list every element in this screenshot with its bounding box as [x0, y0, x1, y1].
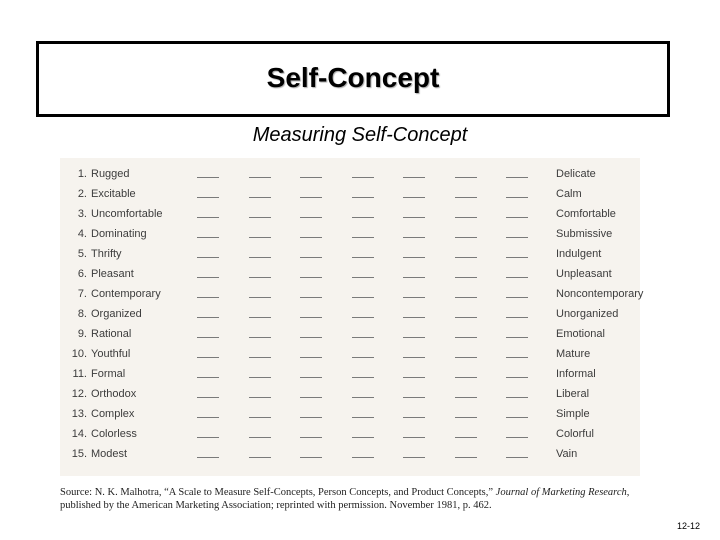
rating-blank[interactable] [197, 277, 219, 278]
scale-row [60, 305, 640, 325]
rating-blank[interactable] [352, 237, 374, 238]
rating-blank[interactable] [403, 457, 425, 458]
rating-blank[interactable] [352, 297, 374, 298]
rating-blank[interactable] [455, 217, 477, 218]
scale-row [60, 345, 640, 365]
left-adjective: Complex [91, 408, 135, 420]
rating-blank[interactable] [300, 357, 322, 358]
item-number: 3. [77, 208, 87, 220]
rating-blank[interactable] [506, 397, 528, 398]
rating-blank[interactable] [455, 297, 477, 298]
rating-blank[interactable] [300, 297, 322, 298]
rating-blank[interactable] [300, 257, 322, 258]
scale-row [60, 265, 640, 285]
rating-blank[interactable] [249, 237, 271, 238]
rating-blank[interactable] [506, 177, 528, 178]
right-adjective: Comfortable [556, 208, 616, 220]
rating-blank[interactable] [249, 257, 271, 258]
rating-blank[interactable] [506, 357, 528, 358]
rating-blank[interactable] [455, 197, 477, 198]
item-number: 6. [77, 268, 87, 280]
rating-blank[interactable] [249, 197, 271, 198]
item-number: 5. [77, 248, 87, 260]
rating-blank[interactable] [197, 217, 219, 218]
rating-blank[interactable] [300, 197, 322, 198]
right-adjective: Indulgent [556, 248, 602, 260]
rating-blank[interactable] [455, 237, 477, 238]
right-adjective: Emotional [556, 328, 605, 340]
item-number: 7. [77, 288, 87, 300]
rating-blank[interactable] [249, 377, 271, 378]
item-number: 15. [71, 448, 87, 460]
rating-blank[interactable] [352, 177, 374, 178]
source-prefix: Source: N. K. Malhotra, “A Scale to Measure Self-Concepts, Person Concepts, and Product Concepts,” [60, 487, 496, 498]
left-adjective: Rational [91, 328, 132, 340]
item-number: 13. [71, 408, 87, 420]
rating-blank[interactable] [197, 177, 219, 178]
rating-blank[interactable] [455, 357, 477, 358]
rating-blank[interactable] [300, 377, 322, 378]
right-adjective: Simple [556, 408, 590, 420]
rating-blank[interactable] [403, 257, 425, 258]
rating-blank[interactable] [197, 357, 219, 358]
rating-blank[interactable] [403, 177, 425, 178]
item-number: 2. [77, 188, 87, 200]
scale-row [60, 185, 640, 205]
rating-blank[interactable] [506, 197, 528, 198]
right-adjective: Noncontemporary [556, 288, 644, 300]
rating-blank[interactable] [300, 217, 322, 218]
item-number: 11. [72, 368, 87, 380]
rating-blank[interactable] [352, 257, 374, 258]
rating-blank[interactable] [455, 177, 477, 178]
rating-blank[interactable] [300, 417, 322, 418]
scale-row [60, 325, 640, 345]
rating-blank[interactable] [352, 397, 374, 398]
rating-blank[interactable] [455, 277, 477, 278]
right-adjective: Unorganized [556, 308, 619, 320]
rating-blank[interactable] [249, 277, 271, 278]
rating-blank[interactable] [455, 397, 477, 398]
rating-blank[interactable] [300, 237, 322, 238]
right-adjective: Colorful [556, 428, 594, 440]
slide-title: Self-Concept [266, 62, 440, 93]
rating-blank[interactable] [352, 457, 374, 458]
rating-blank[interactable] [403, 437, 425, 438]
left-adjective: Uncomfortable [91, 208, 163, 220]
left-adjective: Formal [91, 368, 126, 380]
rating-blank[interactable] [352, 437, 374, 438]
rating-blank[interactable] [197, 317, 219, 318]
right-adjective: Informal [556, 368, 596, 380]
rating-blank[interactable] [403, 397, 425, 398]
rating-blank[interactable] [403, 317, 425, 318]
rating-blank[interactable] [352, 377, 374, 378]
left-adjective: Colorless [91, 428, 137, 440]
right-adjective: Mature [556, 348, 591, 360]
rating-blank[interactable] [506, 437, 528, 438]
left-adjective: Excitable [91, 188, 136, 200]
rating-blank[interactable] [352, 317, 374, 318]
source-journal: Journal of Marketing Research [495, 487, 627, 498]
item-number: 12. [71, 388, 87, 400]
item-number: 8. [77, 308, 87, 320]
scale-row [60, 385, 640, 405]
rating-blank[interactable] [249, 177, 271, 178]
rating-blank[interactable] [197, 337, 219, 338]
rating-blank[interactable] [197, 297, 219, 298]
rating-blank[interactable] [455, 337, 477, 338]
rating-blank[interactable] [506, 297, 528, 298]
rating-blank[interactable] [352, 337, 374, 338]
item-number: 10. [71, 348, 87, 360]
rating-blank[interactable] [506, 417, 528, 418]
rating-blank[interactable] [352, 417, 374, 418]
rating-blank[interactable] [506, 317, 528, 318]
rating-blank[interactable] [197, 197, 219, 198]
slide-subtitle: Measuring Self-Concept [252, 124, 468, 146]
rating-blank[interactable] [300, 337, 322, 338]
rating-blank[interactable] [300, 457, 322, 458]
rating-blank[interactable] [249, 297, 271, 298]
rating-blank[interactable] [506, 377, 528, 378]
rating-blank[interactable] [455, 437, 477, 438]
rating-blank[interactable] [455, 317, 477, 318]
rating-blank[interactable] [455, 417, 477, 418]
source-citation [60, 486, 660, 512]
rating-blank[interactable] [403, 417, 425, 418]
left-adjective: Orthodox [91, 388, 137, 400]
scale-row [60, 205, 640, 225]
rating-blank[interactable] [455, 257, 477, 258]
rating-blank[interactable] [197, 457, 219, 458]
scale-row [60, 165, 640, 185]
rating-blank[interactable] [197, 397, 219, 398]
rating-blank[interactable] [352, 277, 374, 278]
rating-blank[interactable] [506, 277, 528, 278]
scale-row [60, 225, 640, 245]
left-adjective: Thrifty [91, 248, 122, 260]
rating-blank[interactable] [506, 457, 528, 458]
rating-blank[interactable] [506, 237, 528, 238]
rating-blank[interactable] [249, 217, 271, 218]
scale-row [60, 365, 640, 385]
rating-blank[interactable] [197, 417, 219, 418]
rating-blank[interactable] [197, 377, 219, 378]
rating-blank[interactable] [403, 357, 425, 358]
rating-blank[interactable] [403, 337, 425, 338]
rating-blank[interactable] [249, 437, 271, 438]
right-adjective: Calm [556, 188, 582, 200]
rating-blank[interactable] [249, 397, 271, 398]
left-adjective: Youthful [91, 348, 131, 360]
rating-blank[interactable] [197, 237, 219, 238]
scale-row [60, 425, 640, 445]
rating-blank[interactable] [403, 277, 425, 278]
rating-blank[interactable] [300, 177, 322, 178]
rating-blank[interactable] [197, 257, 219, 258]
item-number: 14. [71, 428, 87, 440]
rating-blank[interactable] [403, 217, 425, 218]
rating-blank[interactable] [249, 337, 271, 338]
rating-blank[interactable] [352, 197, 374, 198]
source-suffix: , published by the American Marketing Association; reprinted with permission. November 1981, p. 462. [60, 487, 630, 511]
rating-blank[interactable] [506, 217, 528, 218]
right-adjective: Submissive [556, 228, 613, 240]
item-number: 1. [77, 168, 87, 180]
self-concept-scale [60, 158, 644, 476]
item-number: 9. [77, 328, 87, 340]
rating-blank[interactable] [197, 437, 219, 438]
right-adjective: Unpleasant [556, 268, 612, 280]
rating-blank[interactable] [403, 237, 425, 238]
right-adjective: Liberal [556, 388, 590, 400]
rating-blank[interactable] [300, 397, 322, 398]
rating-blank[interactable] [249, 317, 271, 318]
scale-row [60, 285, 644, 305]
rating-blank[interactable] [506, 257, 528, 258]
left-adjective: Pleasant [91, 268, 134, 280]
rating-blank[interactable] [455, 377, 477, 378]
rating-blank[interactable] [352, 357, 374, 358]
rating-blank[interactable] [249, 417, 271, 418]
page-number: 12-12 [676, 521, 700, 531]
rating-blank[interactable] [249, 457, 271, 458]
right-adjective: Delicate [556, 168, 596, 180]
item-number: 4. [77, 228, 87, 240]
title-box [36, 41, 670, 117]
rating-blank[interactable] [249, 357, 271, 358]
rating-blank[interactable] [300, 277, 322, 278]
scale-row [60, 445, 640, 465]
rating-blank[interactable] [403, 297, 425, 298]
left-adjective: Dominating [91, 228, 147, 240]
rating-blank[interactable] [403, 197, 425, 198]
rating-blank[interactable] [300, 437, 322, 438]
rating-blank[interactable] [352, 217, 374, 218]
rating-blank[interactable] [300, 317, 322, 318]
scale-row [60, 405, 640, 425]
left-adjective: Modest [91, 448, 128, 460]
rating-blank[interactable] [455, 457, 477, 458]
left-adjective: Rugged [91, 168, 130, 180]
right-adjective: Vain [556, 448, 578, 460]
left-adjective: Organized [91, 308, 142, 320]
left-adjective: Contemporary [91, 288, 161, 300]
rating-blank[interactable] [506, 337, 528, 338]
rating-blank[interactable] [403, 377, 425, 378]
scale-row [60, 245, 640, 265]
